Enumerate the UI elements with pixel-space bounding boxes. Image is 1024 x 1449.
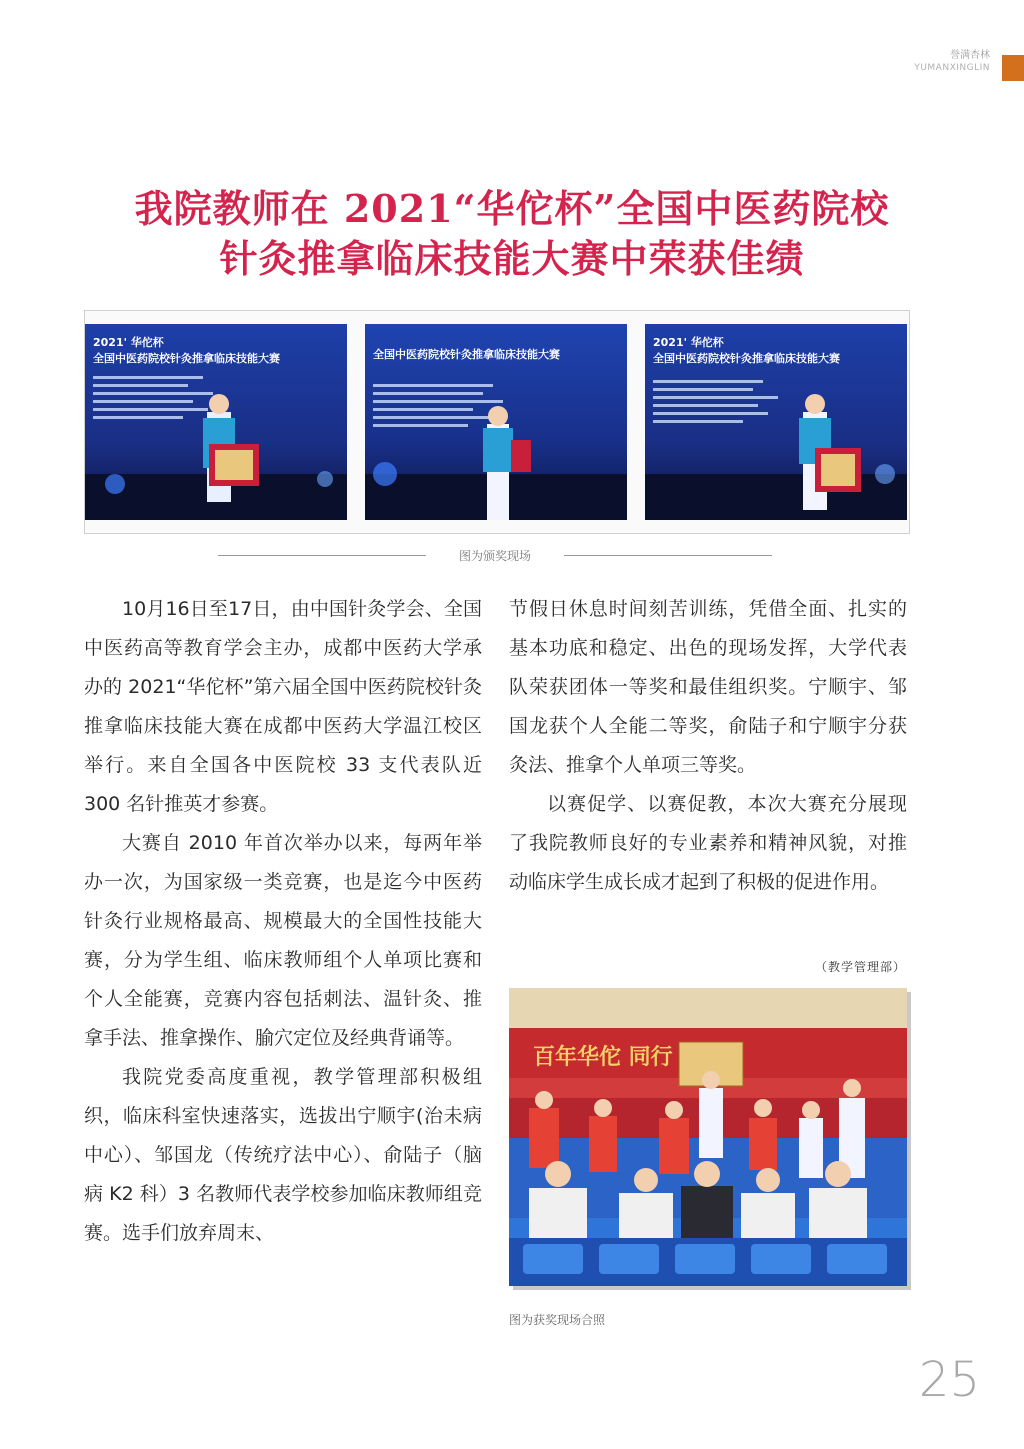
brand-en: YUMANXINGLIN xyxy=(914,62,990,73)
body-paragraph: 我院党委高度重视，教学管理部积极组织，临床科室快速落实，选拔出宁顺宇(治未病中心）、邹国龙（传统疗法中心）、俞陆子（脑病 K2 科）3 名教师代表学校参加临床教师组竞赛。选手们放弃周末、 xyxy=(84,1066,482,1244)
body-paragraph: 10月16日至17日，由中国针灸学会、全国中医药高等教育学会主办，成都中医药大学承办的 2021“华佗杯”第六届全国中医药院校针灸推拿临床技能大赛在成都中医药大学温江校区举行。来自全国各中医院校 33 支代表队近 300 名针推英才参赛。 xyxy=(84,598,482,815)
caption-rule-right xyxy=(564,555,772,556)
article-signoff: （教学管理部） xyxy=(814,960,906,974)
body-paragraph: 以赛促学、以赛促教，本次大赛充分展现了我院教师良好的专业素养和精神风貌，对推动临床学生成长成才起到了积极的促进作用。 xyxy=(509,793,907,893)
header-brand xyxy=(914,50,990,74)
stage-banner-line2: 全国中医药院校针灸推拿临床技能大赛 xyxy=(93,352,280,365)
stage-banner-line1: 2021' 华佗杯 xyxy=(93,336,164,349)
brand-cn: 誉满杏林 xyxy=(950,50,990,61)
group-banner: 百年华佗 同行 xyxy=(533,1045,673,1070)
award-photo-3 xyxy=(645,324,907,520)
stage-banner-line2: 全国中医药院校针灸推拿临床技能大赛 xyxy=(653,352,840,365)
award-photo-strip xyxy=(84,310,910,534)
stage-banner-line2: 全国中医药院校针灸推拿临床技能大赛 xyxy=(373,348,560,361)
article-title-line2: 针灸推拿临床技能大赛中荣获佳绩 xyxy=(219,236,805,281)
body-column-right xyxy=(509,590,907,902)
body-paragraph: 大赛自 2010 年首次举办以来，每两年举办一次，为国家级一类竞赛，也是迄今中医药针灸行业规格最高、规模最大的全国性技能大赛，分为学生组、临床教师组个人单项比赛和个人全能赛，竞赛内容包括刺法、温针灸、推拿手法、推拿操作、腧穴定位及经典背诵等。 xyxy=(84,832,482,1049)
page-number: 25 xyxy=(918,1352,980,1408)
top-caption-text: 图为颁奖现场 xyxy=(458,549,531,563)
article-title-line1: 我院教师在 2021“华佗杯”全国中医药院校 xyxy=(134,186,890,231)
award-photo-1 xyxy=(85,324,347,520)
group-photo xyxy=(509,988,907,1286)
top-photo-caption xyxy=(218,547,772,565)
header-accent-tab xyxy=(1002,55,1024,81)
body-paragraph: 节假日休息时间刻苦训练，凭借全面、扎实的基本功底和稳定、出色的现场发挥，大学代表队荣获团体一等奖和最佳组织奖。宁顺宇、邹国龙获个人全能二等奖，俞陆子和宁顺宇分获灸法、推拿个人单项三等奖。 xyxy=(509,598,907,776)
award-photo-2 xyxy=(365,324,627,520)
body-column-left xyxy=(84,590,482,1253)
bottom-photo-caption: 图为获奖现场合照 xyxy=(509,1313,606,1327)
stage-banner-line1: 2021' 华佗杯 xyxy=(653,336,724,349)
